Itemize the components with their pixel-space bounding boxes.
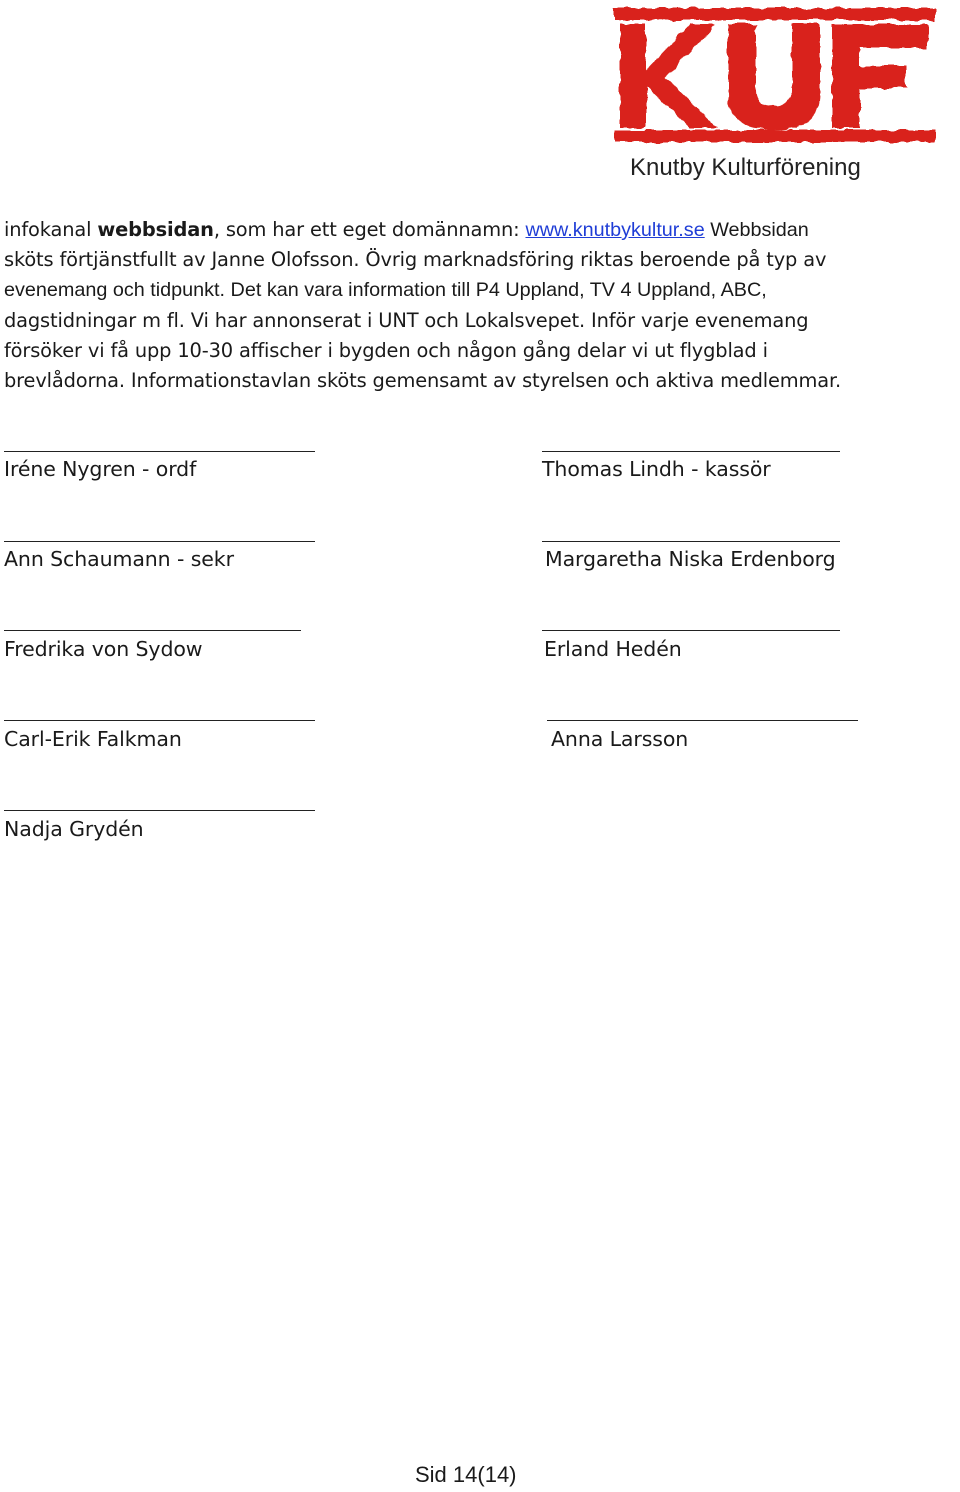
body-paragraph [4, 215, 960, 396]
page-number: Sid 14(14) [415, 1462, 517, 1487]
paragraph-line-5: försöker vi få upp 10-30 affischer i bygden och någon gång delar vi ut flygblad i [4, 338, 768, 362]
signature-line [542, 541, 840, 542]
organization-name: Knutby Kulturförening [630, 154, 861, 181]
paragraph-line-3: evenemang och tidpunkt. Det kan vara information till P4 Uppland, TV 4 Uppland, ABC, [4, 279, 767, 302]
signature-line [4, 451, 315, 452]
paragraph-line-1: infokanal webbsidan, som har ett eget domännamn: www.knutbykultur.se Webbsidan [4, 218, 809, 241]
signature-line [4, 630, 301, 631]
kuf-logo [610, 6, 940, 146]
bold-webbsidan: webbsidan [97, 218, 214, 241]
paragraph-line-4: dagstidningar m fl. Vi har annonserat i UNT och Lokalsvepet. Inför varje evenemang [4, 308, 809, 332]
paragraph-line-6: brevlådorna. Informationstavlan sköts gemensamt av styrelsen och aktiva medlemmar. [4, 369, 842, 393]
signature-name: Carl-Erik Falkman [4, 727, 182, 751]
signature-line [4, 541, 315, 542]
signature-name: Ann Schaumann - sekr [4, 547, 234, 571]
signature-name: Fredrika von Sydow [4, 637, 203, 661]
signature-name: Erland Hedén [544, 637, 682, 661]
signature-name: Margaretha Niska Erdenborg [545, 547, 836, 571]
signature-name: Nadja Grydén [4, 817, 144, 841]
signature-name: Iréne Nygren - ordf [4, 457, 197, 481]
signature-line [4, 810, 315, 811]
website-link[interactable]: www.knutbykultur.se [525, 219, 705, 241]
signature-line [547, 720, 858, 721]
paragraph-line-2: sköts förtjänstfullt av Janne Olofsson. Övrig marknadsföring riktas beroende på typ av [4, 248, 827, 272]
signature-line [4, 720, 315, 721]
signature-name: Thomas Lindh - kassör [542, 457, 771, 481]
signature-line [542, 630, 840, 631]
signature-line [542, 451, 840, 452]
signature-name: Anna Larsson [551, 727, 689, 751]
